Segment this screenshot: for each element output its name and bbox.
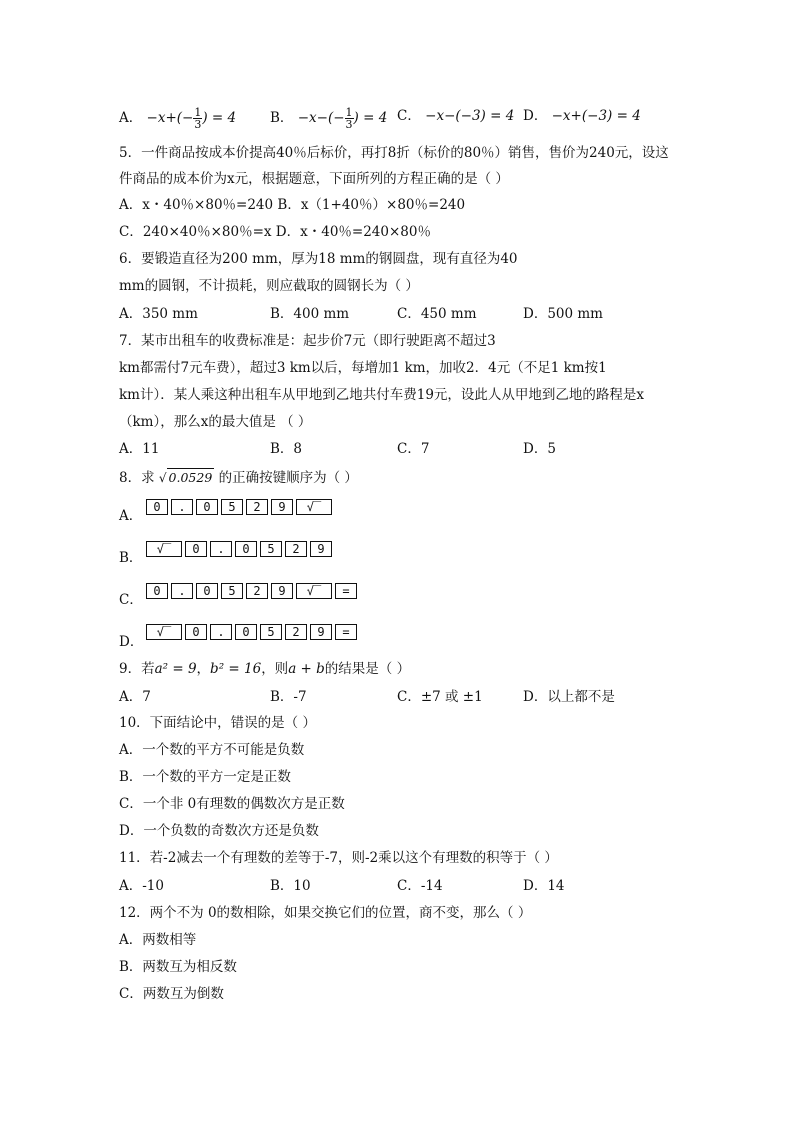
key-digit: . bbox=[171, 583, 193, 599]
q9-condition-b: b² = 16 bbox=[210, 661, 262, 677]
key-digit: 0 bbox=[196, 583, 218, 599]
q12-option-a: A．两数相等 bbox=[119, 932, 197, 948]
q10-option-b: B．一个数的平方一定是正数 bbox=[119, 769, 291, 785]
key-digit: . bbox=[210, 541, 232, 557]
q8-option-c-label: C． bbox=[119, 592, 143, 608]
q11-option-d: D．14 bbox=[523, 878, 565, 894]
q11-option-c: C．-14 bbox=[397, 878, 443, 894]
key-digit: 0 bbox=[196, 499, 218, 515]
key-equals-icon: = bbox=[335, 583, 357, 599]
key-sqrt-icon: √‾ bbox=[146, 624, 182, 640]
q4-option-a bbox=[119, 107, 236, 130]
fraction-denominator: 3 bbox=[194, 118, 202, 131]
q9-option-c: C．±7 或 ±1 bbox=[397, 689, 483, 705]
q8-option-a-label: A． bbox=[119, 508, 143, 524]
q11-option-a: A．-10 bbox=[119, 878, 164, 894]
q6-option-a: A．350 mm bbox=[119, 306, 198, 322]
q12-stem: 12．两个不为 0的数相除，如果交换它们的位置，商不变，那么（ ） bbox=[119, 905, 532, 921]
q6-option-d: D．500 mm bbox=[523, 306, 603, 322]
key-digit: 9 bbox=[271, 499, 293, 515]
q8-stem-post: 的正确按键顺序为（ ） bbox=[218, 470, 358, 486]
key-digit: 9 bbox=[310, 541, 332, 557]
key-digit: 5 bbox=[221, 583, 243, 599]
q9-stem-pre: 9．若 bbox=[119, 661, 155, 677]
q9-option-a: A．7 bbox=[119, 689, 151, 705]
key-digit: 2 bbox=[285, 624, 307, 640]
key-digit: 0 bbox=[185, 624, 207, 640]
q8-option-b-keys bbox=[146, 541, 332, 557]
key-digit: 0 bbox=[235, 624, 257, 640]
q12-option-b: B．两数互为相反数 bbox=[119, 959, 237, 975]
option-label: D． bbox=[523, 108, 548, 124]
fraction-denominator: 3 bbox=[345, 118, 353, 131]
q6-option-c: C．450 mm bbox=[397, 306, 477, 322]
q9-condition-a: a² = 9 bbox=[154, 661, 197, 677]
q9-expression: a + b bbox=[288, 661, 325, 677]
q8-option-d-label: D． bbox=[119, 634, 144, 650]
q5-stem-line2: 件商品的成本价为x元，根据题意，下面所列的方程正确的是（ ） bbox=[119, 171, 509, 187]
math-expr: −x−(−3) = 4 bbox=[425, 108, 515, 124]
math-expr: −x+(− bbox=[146, 110, 194, 126]
q12-option-c: C．两数互为倒数 bbox=[119, 986, 224, 1002]
key-digit: 2 bbox=[285, 541, 307, 557]
q5-options-line2: C．240×40％×80％=x D．x・40％=240×80％ bbox=[119, 224, 431, 240]
key-digit: . bbox=[171, 499, 193, 515]
key-sqrt-icon: √‾ bbox=[296, 499, 332, 515]
option-label: C． bbox=[397, 108, 421, 124]
q5-stem-line1: 5．一件商品按成本价提高40％后标价，再打8折（标价的80％）销售，售价为240元，设这 bbox=[119, 145, 669, 161]
key-digit: 9 bbox=[271, 583, 293, 599]
math-expr: −x+(−3) = 4 bbox=[551, 108, 641, 124]
q7-option-c: C．7 bbox=[397, 441, 430, 457]
q7-stem-line1: 7．某市出租车的收费标准是：起步价7元（即行驶距离不超过3 bbox=[119, 333, 496, 349]
q10-option-d: D．一个负数的奇数次方还是负数 bbox=[119, 823, 319, 839]
q9-stem-post: 的结果是（ ） bbox=[324, 661, 411, 677]
key-sqrt-icon: √‾ bbox=[146, 541, 182, 557]
q6-stem-line1: 6．要锻造直径为200 mm，厚为18 mm的钢圆盘，现有直径为40 bbox=[119, 251, 518, 267]
q9-stem-mid: ，则 bbox=[261, 661, 289, 677]
key-equals-icon: = bbox=[335, 624, 357, 640]
math-expr: ) = 4 bbox=[202, 110, 237, 126]
math-expr: −x−(− bbox=[297, 110, 345, 126]
q8-option-a-keys bbox=[146, 499, 332, 515]
sqrt-radicand: 0.0529 bbox=[168, 470, 213, 485]
fraction-numerator: 1 bbox=[194, 106, 202, 119]
key-digit: 5 bbox=[221, 499, 243, 515]
q10-stem: 10．下面结论中，错误的是（ ） bbox=[119, 715, 316, 731]
q7-option-b: B．8 bbox=[270, 441, 303, 457]
q7-stem-line3: km计）．某人乘这种出租车从甲地到乙地共付车费19元，设此人从甲地到乙地的路程是x bbox=[119, 387, 645, 403]
key-digit: 0 bbox=[185, 541, 207, 557]
sqrt-sign: √ bbox=[158, 471, 167, 485]
q7-option-d: D．5 bbox=[523, 441, 556, 457]
q7-option-a: A．11 bbox=[119, 441, 160, 457]
q9-separator: ， bbox=[196, 661, 211, 677]
q9-option-d: D．以上都不是 bbox=[523, 689, 615, 705]
key-digit: 0 bbox=[235, 541, 257, 557]
q8-stem-pre: 8．求 bbox=[119, 470, 155, 486]
q8-option-d-keys bbox=[146, 624, 357, 640]
q5-options-line1: A．x・40％×80％=240 B．x（1+40％）×80％=240 bbox=[119, 197, 466, 213]
q8-option-b-label: B． bbox=[119, 550, 143, 566]
q4-option-d bbox=[523, 107, 641, 125]
q10-option-a: A．一个数的平方不可能是负数 bbox=[119, 742, 305, 758]
q6-option-b: B．400 mm bbox=[270, 306, 350, 322]
key-digit: 9 bbox=[310, 624, 332, 640]
q9-stem bbox=[119, 660, 410, 678]
option-label: B． bbox=[270, 110, 294, 126]
q10-option-c: C．一个非 0有理数的偶数次方是正数 bbox=[119, 796, 345, 812]
key-digit: 5 bbox=[260, 541, 282, 557]
q6-stem-line2: mm的圆钢，不计损耗，则应截取的圆钢长为（ ） bbox=[119, 278, 419, 294]
fraction bbox=[345, 107, 354, 130]
key-digit: 2 bbox=[246, 499, 268, 515]
q11-option-b: B．10 bbox=[270, 878, 311, 894]
q7-stem-line2: km都需付7元车费），超过3 km以后，每增加1 km，加收2．4元（不足1 km按1 bbox=[119, 360, 607, 376]
option-label: A． bbox=[119, 110, 143, 126]
fraction-numerator: 1 bbox=[345, 106, 353, 119]
q11-stem: 11．若-2减去一个有理数的差等于-7，则-2乘以这个有理数的积等于（ ） bbox=[119, 850, 558, 866]
q8-stem bbox=[119, 468, 358, 487]
key-digit: 5 bbox=[260, 624, 282, 640]
math-expr: ) = 4 bbox=[353, 110, 388, 126]
key-digit: 0 bbox=[146, 499, 168, 515]
q8-option-c-keys bbox=[146, 583, 357, 599]
q7-stem-line4: （km），那么x的最大值是 （ ） bbox=[119, 414, 312, 430]
key-sqrt-icon: √‾ bbox=[296, 583, 332, 599]
q9-option-b: B．-7 bbox=[270, 689, 307, 705]
q4-option-c bbox=[397, 107, 514, 125]
key-digit: . bbox=[210, 624, 232, 640]
q4-option-b bbox=[270, 107, 387, 130]
key-digit: 0 bbox=[146, 583, 168, 599]
key-digit: 2 bbox=[246, 583, 268, 599]
